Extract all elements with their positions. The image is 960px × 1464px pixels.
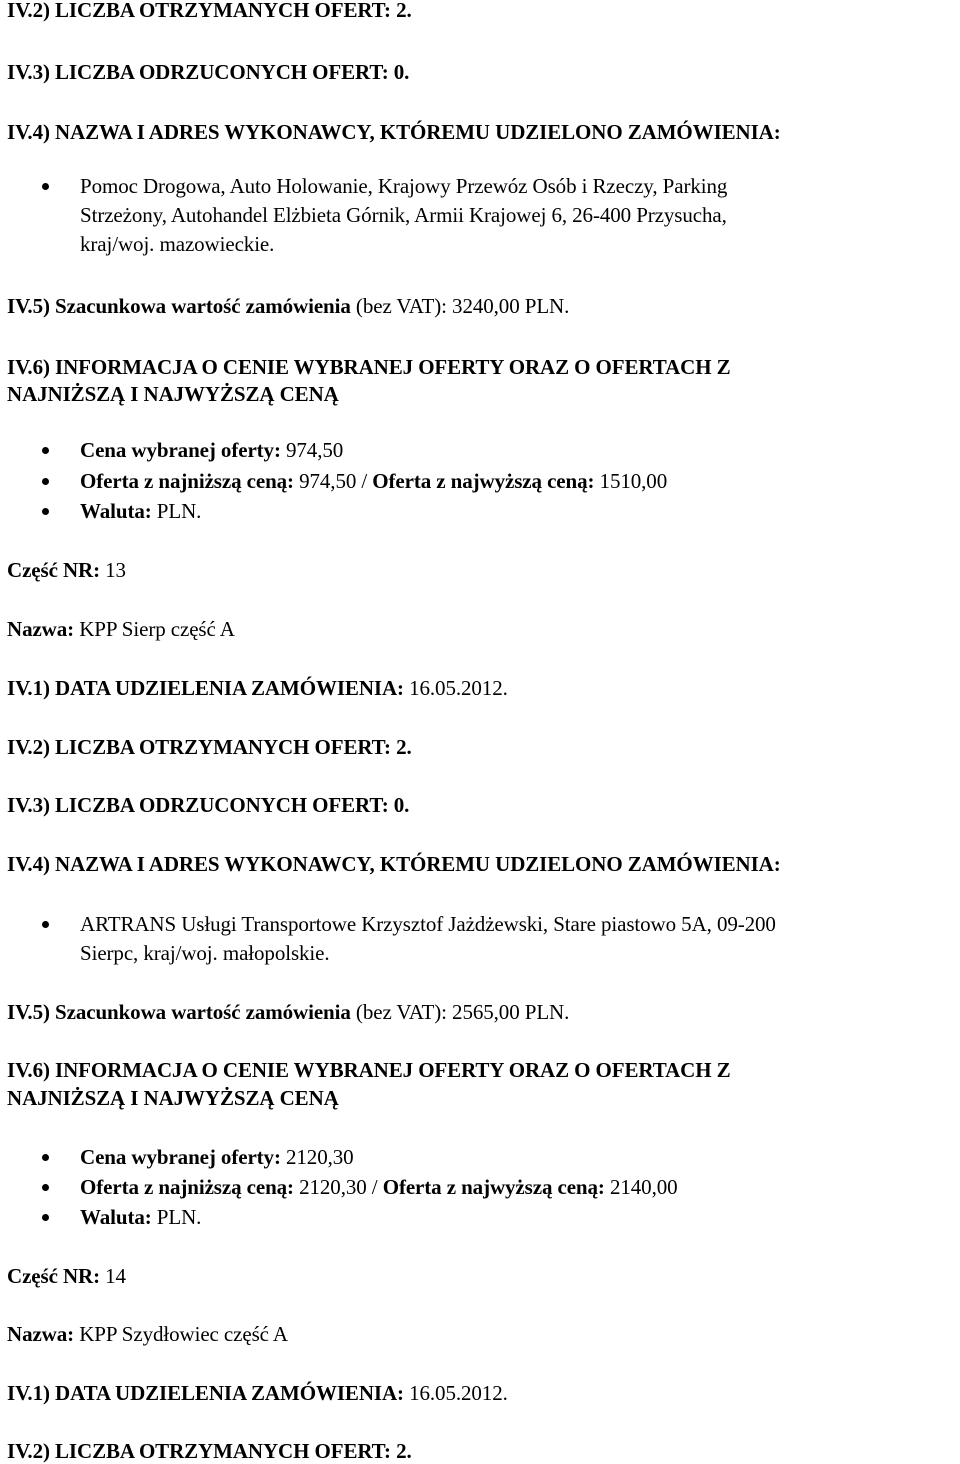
contractor-heading: IV.4) NAZWA I ADRES WYKONAWCY, KTÓREMU UDZIELONO ZAMÓWIENIA: [7,120,781,144]
offers-received-heading: IV.2) LICZBA OTRZYMANYCH OFERT: 2. [7,735,412,759]
currency [80,497,201,526]
offer-range [80,1173,678,1202]
estimated-value-label: IV.5) Szacunkowa wartość zamówienia [7,294,351,318]
lowest-offer-value: 974,50 / [293,469,373,493]
contractor-heading: IV.4) NAZWA I ADRES WYKONAWCY, KTÓREMU UDZIELONO ZAMÓWIENIA: [7,852,781,876]
lowest-offer-label: Oferta z najniższą ceną: [80,1175,294,1199]
part-number [7,1264,126,1288]
part-number-value: 14 [99,1264,126,1288]
highest-offer-label: Oferta z najwyższą ceną: [382,1175,605,1199]
contractor-line: ARTRANS Usługi Transportowe Krzysztof Jażdżewski, Stare piastowo 5A, 09-200 [80,912,776,936]
bullet-icon [42,183,49,190]
lowest-offer-label: Oferta z najniższą ceną: [80,469,294,493]
award-date-label: IV.1) DATA UDZIELENIA ZAMÓWIENIA: [7,1381,404,1405]
part-name-value: KPP Szydłowiec część A [74,1322,288,1346]
estimated-value-text: (bez VAT): 3240,00 PLN. [350,294,570,318]
lowest-offer-value: 2120,30 / [293,1175,383,1199]
bullet-icon [42,447,49,454]
part-number-label: Część NR: [7,1264,100,1288]
part-name-label: Nazwa: [7,617,75,641]
estimated-value [7,1000,569,1024]
selected-price [80,1143,354,1172]
bullet-icon [42,478,49,485]
price-info-heading-cont: NAJNIŻSZĄ I NAJWYŻSZĄ CENĄ [7,1086,339,1110]
award-date-label: IV.1) DATA UDZIELENIA ZAMÓWIENIA: [7,676,404,700]
contractor-line: Strzeżony, Autohandel Elżbieta Górnik, Armii Krajowej 6, 26-400 Przysucha, [80,203,727,227]
offers-rejected-heading: IV.3) LICZBA ODRZUCONYCH OFERT: 0. [7,60,410,84]
bullet-icon [42,1184,49,1191]
bullet-icon [42,1214,49,1221]
price-info-heading: IV.6) INFORMACJA O CENIE WYBRANEJ OFERTY ORAZ O OFERTACH Z [7,1058,731,1082]
estimated-value-text: (bez VAT): 2565,00 PLN. [350,1000,570,1024]
currency-value: PLN. [151,1205,202,1229]
award-date-value: 16.05.2012. [403,1381,508,1405]
selected-price-value: 2120,30 [280,1145,354,1169]
part-name [7,1322,288,1346]
highest-offer-label: Oferta z najwyższą ceną: [372,469,595,493]
selected-price-value: 974,50 [280,438,344,462]
selected-price-label: Cena wybranej oferty: [80,438,281,462]
highest-offer-value: 1510,00 [594,469,668,493]
part-number-value: 13 [99,558,126,582]
award-date [7,676,508,700]
price-info-heading: IV.6) INFORMACJA O CENIE WYBRANEJ OFERTY ORAZ O OFERTACH Z [7,355,731,379]
contractor-line: Pomoc Drogowa, Auto Holowanie, Krajowy Przewóz Osób i Rzeczy, Parking [80,174,728,198]
bullet-icon [42,1154,49,1161]
estimated-value-label: IV.5) Szacunkowa wartość zamówienia [7,1000,351,1024]
currency-label: Waluta: [80,499,152,523]
award-date [7,1381,508,1405]
bullet-icon [42,921,49,928]
price-info-heading-cont: NAJNIŻSZĄ I NAJWYŻSZĄ CENĄ [7,382,339,406]
part-number [7,558,126,582]
selected-price-label: Cena wybranej oferty: [80,1145,281,1169]
selected-price [80,436,343,465]
bullet-icon [42,508,49,515]
contractor-line: kraj/woj. mazowieckie. [80,232,275,256]
offers-received-heading: IV.2) LICZBA OTRZYMANYCH OFERT: 2. [7,1439,412,1463]
award-date-value: 16.05.2012. [403,676,508,700]
contractor-line: Sierpc, kraj/woj. małopolskie. [80,941,330,965]
currency-value: PLN. [151,499,202,523]
estimated-value [7,294,569,318]
part-name-value: KPP Sierp część A [74,617,235,641]
part-name-label: Nazwa: [7,1322,75,1346]
currency-label: Waluta: [80,1205,152,1229]
highest-offer-value: 2140,00 [604,1175,678,1199]
offers-received-heading: IV.2) LICZBA OTRZYMANYCH OFERT: 2. [7,0,412,22]
offer-range [80,467,667,496]
part-number-label: Część NR: [7,558,100,582]
offers-rejected-heading: IV.3) LICZBA ODRZUCONYCH OFERT: 0. [7,793,410,817]
part-name [7,617,235,641]
currency [80,1203,201,1232]
